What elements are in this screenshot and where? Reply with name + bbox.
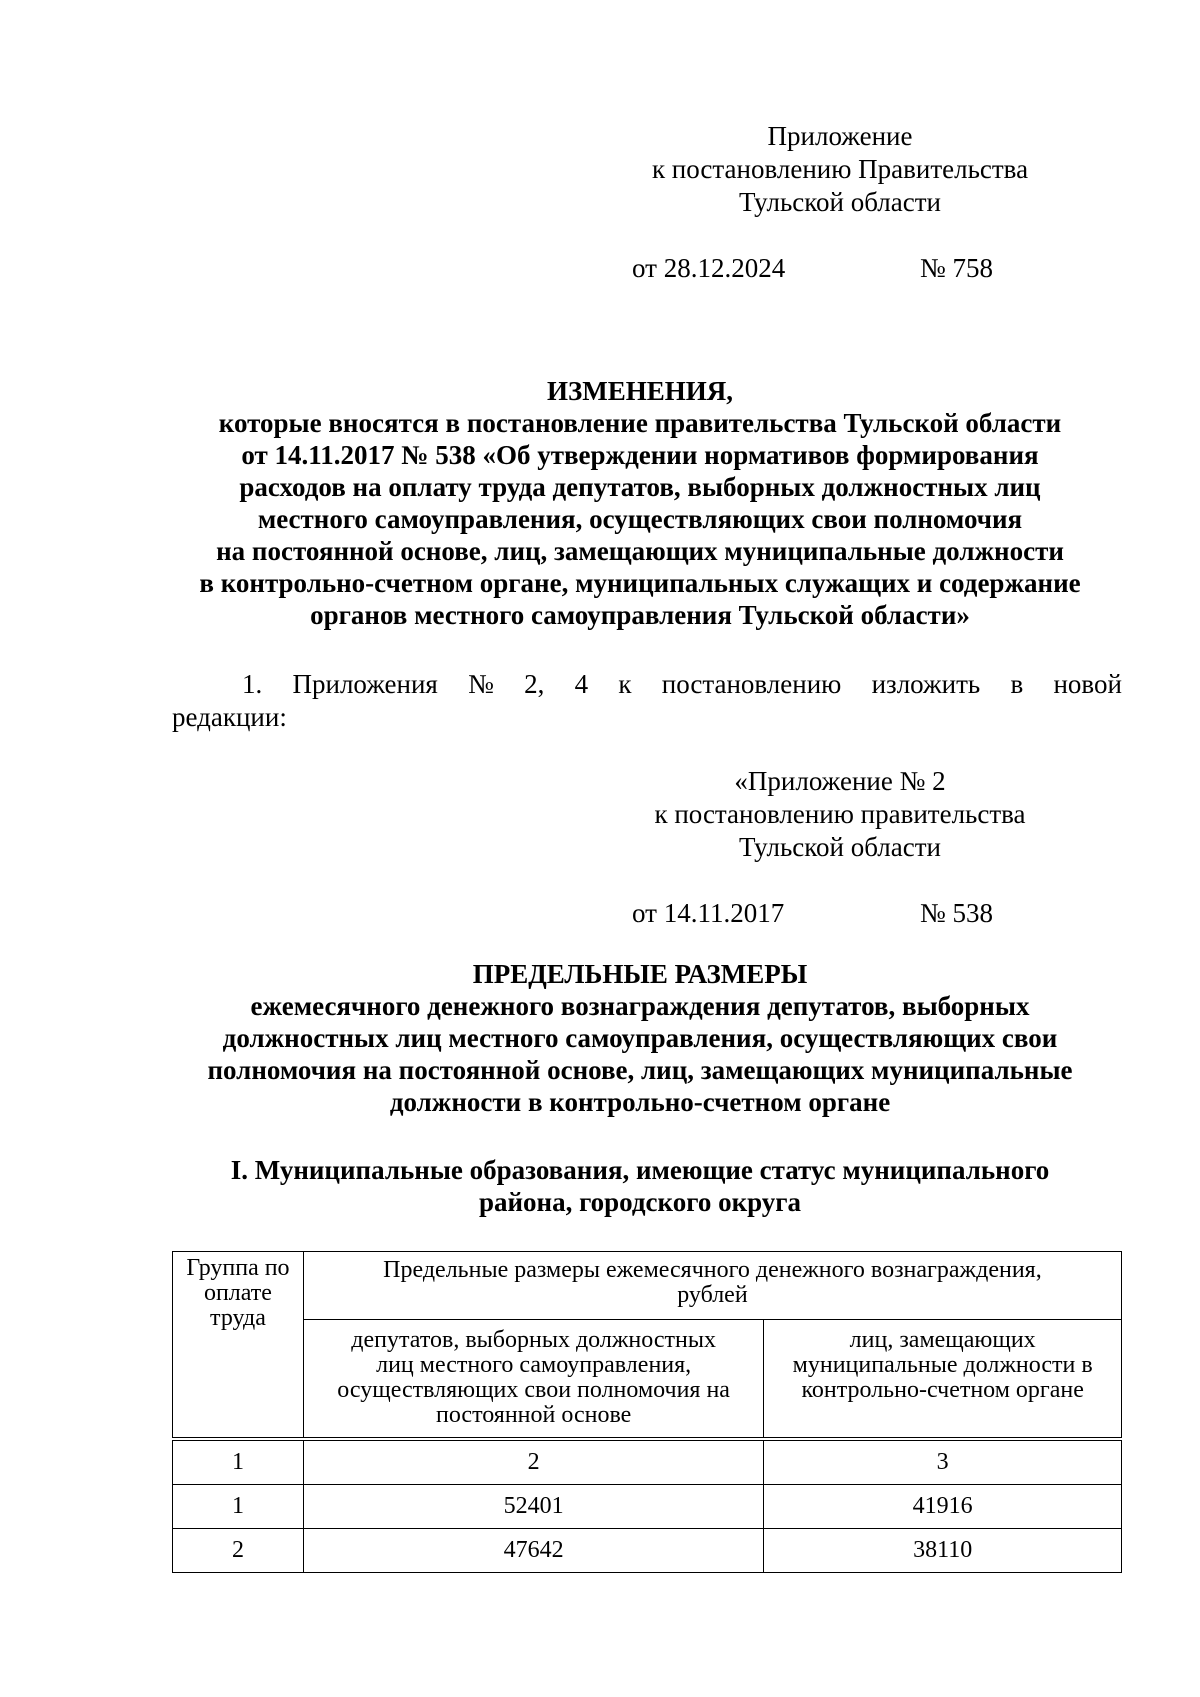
- table-cell: 3: [764, 1439, 1122, 1485]
- header-line: муниципальные должности в: [792, 1352, 1093, 1378]
- paragraph-word: №: [468, 669, 494, 699]
- header-line: Предельные размеры ежемесячного денежного вознаграждения,: [383, 1257, 1042, 1283]
- appendix-header: [620, 120, 1060, 219]
- appendix-date: от 28.12.2024: [632, 253, 786, 283]
- appendix-2-header: [620, 765, 1060, 864]
- table-cell: 1: [173, 1439, 304, 1485]
- col-header-group-limits: [303, 1252, 1121, 1320]
- appendix-2-decree-line: к постановлению правительства: [654, 799, 1026, 829]
- appendix-2-date: от 14.11.2017: [632, 898, 785, 928]
- table-row: [173, 1485, 1122, 1529]
- col-header-audit-body: [764, 1320, 1122, 1440]
- header-line: лиц, замещающих: [849, 1327, 1036, 1353]
- changes-title-line: местного самоуправления, осуществляющих свои полномочия: [257, 504, 1023, 534]
- section-1-heading: [160, 1154, 1120, 1218]
- appendix-2-label: «Приложение № 2: [734, 766, 946, 796]
- limits-heading: ПРЕДЕЛЬНЫЕ РАЗМЕРЫ: [472, 959, 808, 989]
- section-1-line: I. Муниципальные образования, имеющие статус муниципального: [230, 1155, 1050, 1185]
- appendix-2-number: № 538: [920, 898, 994, 928]
- appendix-region-line: Тульской области: [739, 187, 941, 217]
- header-line: Группа по: [186, 1255, 290, 1281]
- table-cell: 1: [173, 1485, 304, 1529]
- paragraph-word: 4: [574, 669, 589, 699]
- table-cell: 47642: [303, 1529, 763, 1573]
- appendix-number: № 758: [920, 253, 994, 283]
- header-line: лиц местного самоуправления,: [376, 1352, 692, 1378]
- changes-heading: ИЗМЕНЕНИЯ,: [546, 376, 733, 406]
- table-cell: 38110: [764, 1529, 1122, 1573]
- table-subheader-row: [173, 1320, 1122, 1440]
- paragraph-word: Приложения: [292, 669, 438, 699]
- changes-title-line: от 14.11.2017 № 538 «Об утверждении нормативов формирования: [241, 440, 1039, 470]
- header-line: постоянной основе: [435, 1402, 632, 1428]
- limits-title-line: должности в контрольно-счетном органе: [389, 1087, 891, 1117]
- header-line: контрольно-счетном органе: [801, 1377, 1084, 1403]
- limits-table: [172, 1251, 1122, 1573]
- paragraph-1-line-1: [242, 668, 1122, 701]
- paragraph-word: постановлению: [661, 669, 842, 699]
- appendix-label: Приложение: [767, 121, 913, 151]
- col-header-pay-group: [173, 1252, 304, 1440]
- changes-title-line: в контрольно-счетном органе, муниципальных служащих и содержание: [199, 568, 1081, 598]
- changes-title-line: на постоянной основе, лиц, замещающих муниципальные должности: [216, 536, 1064, 566]
- col-header-deputies: [303, 1320, 763, 1440]
- limits-title-line: должностных лиц местного самоуправления, осуществляющих свои: [222, 1023, 1058, 1053]
- paragraph-word: 2,: [524, 669, 545, 699]
- table-cell: 52401: [303, 1485, 763, 1529]
- limits-title-line: ежемесячного денежного вознаграждения депутатов, выборных: [250, 991, 1030, 1021]
- paragraph-word: 1.: [242, 669, 263, 699]
- header-line: рублей: [677, 1282, 748, 1308]
- header-line: депутатов, выборных должностных: [351, 1327, 716, 1353]
- appendix-decree-line: к постановлению Правительства: [651, 154, 1029, 184]
- table-header-row: [173, 1252, 1122, 1320]
- limits-title-line: полномочия на постоянной основе, лиц, замещающих муниципальные: [207, 1055, 1073, 1085]
- header-line: оплате: [203, 1280, 272, 1306]
- paragraph-1-line-2: редакции:: [172, 702, 287, 732]
- header-line: труда: [210, 1305, 266, 1331]
- table-numbering-row: [173, 1439, 1122, 1485]
- appendix-2-region-line: Тульской области: [739, 832, 941, 862]
- changes-title: [160, 375, 1120, 631]
- section-1-line: района, городского округа: [478, 1187, 802, 1217]
- limits-title: [160, 958, 1120, 1118]
- paragraph-word: к: [618, 669, 632, 699]
- table-cell: 2: [173, 1529, 304, 1573]
- changes-title-line: которые вносятся в постановление правительства Тульской области: [218, 408, 1062, 438]
- paragraph-word: изложить: [871, 669, 981, 699]
- paragraph-word: в: [1010, 669, 1024, 699]
- paragraph-word: новой: [1053, 669, 1122, 699]
- table-cell: 2: [303, 1439, 763, 1485]
- changes-title-line: органов местного самоуправления Тульской области»: [310, 600, 970, 630]
- changes-title-line: расходов на оплату труда депутатов, выборных должностных лиц: [239, 472, 1041, 502]
- table-cell: 41916: [764, 1485, 1122, 1529]
- table-row: [173, 1529, 1122, 1573]
- header-line: осуществляющих свои полномочия на: [337, 1377, 730, 1403]
